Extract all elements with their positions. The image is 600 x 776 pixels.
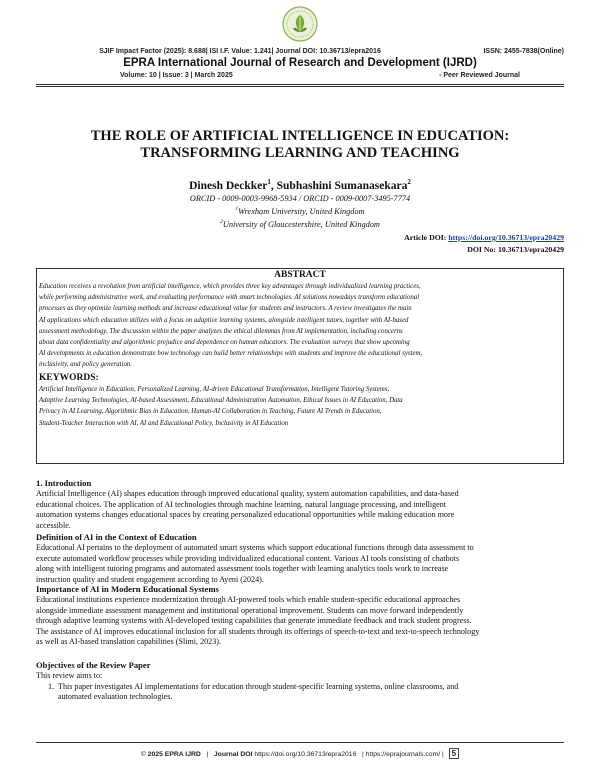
article-doi-link[interactable]: https://doi.org/10.36713/epra20429	[448, 233, 564, 242]
abstract-line: AI developments in education demonstrate how technology can build better relationships with students and improve the educational system,	[39, 350, 423, 358]
paragraph-line: along with intelligent tutoring programs and automated assessment tools together with learning analytics tools work to increase	[36, 564, 449, 574]
paragraph-line: educational choices. The application of AI technologies through machine learning, natural language processing, and intelligent	[36, 499, 447, 509]
footer	[0, 748, 600, 759]
paragraph-line: accessible.	[36, 520, 71, 530]
list-item-line: automated evaluation technologies.	[58, 692, 173, 702]
affiliation-text: Wrexham University, United Kingdom	[238, 206, 365, 216]
journal-doi-text: https://doi.org/10.36713/epra2016	[252, 751, 357, 758]
list-item-line: This paper investigates AI implementations for education through student-specific learning systems, online classrooms, and	[58, 681, 459, 691]
keywords-line: Adaptive Learning Technologies, AI-based Assessment, Educational Administration Automation, Ethical Issues in AI Education, Data	[39, 396, 403, 404]
copyright-text: 2025 EPRA IJRD	[145, 751, 201, 758]
volume-text: Volume: 10 | Issue: 3 | March 2025	[120, 72, 233, 79]
section-heading: Importance of AI in Modern Educational Systems	[36, 584, 219, 594]
abstract-line: while performing administrative work, and evaluating performance with smart technologies. AI solutions nowadays transform educational	[39, 294, 420, 302]
paragraph-line: execute automated workflow processes while providing individualized educational content. Various AI tools consisting of chatbots	[36, 553, 460, 563]
header-rule-bottom	[36, 86, 564, 87]
paper-title-line: TRANSFORMING LEARNING AND TEACHING	[140, 145, 460, 161]
journal-meta-line	[36, 48, 564, 55]
article-doi	[404, 233, 564, 242]
doi-number: DOI No: 10.36713/epra20429	[467, 245, 564, 254]
list-item	[36, 682, 564, 703]
section-paragraph	[36, 595, 564, 648]
footer-separator: |	[206, 751, 209, 758]
abstract-box	[36, 268, 564, 464]
header-rule-top	[36, 84, 564, 85]
paragraph-line: Artificial Intelligence (AI) shapes education through improved educational quality, system automation capabilities, and data-based	[36, 489, 459, 498]
abstract-line: assessment methodology. The discussion within the paper analyzes the ethical dilemmas from AI implementation, including concerns	[39, 327, 403, 335]
impact-factor-text: SJIF Impact Factor (2025): 8.688| ISI I.F. Value: 1.241| Journal DOI: 10.36713/epra2016	[99, 48, 381, 55]
author-superscript: 1	[267, 178, 271, 186]
author-name: , Subhashini Sumanasekara	[270, 179, 408, 192]
article-doi-label: Article DOI:	[404, 233, 449, 242]
paragraph-line: through adaptive learning systems with AI-developed testing capabilities that generate immediate feedback and track student progress.	[36, 616, 472, 626]
paragraph-line: as well as AI-based translation capabilities (Slimi, 2023).	[36, 637, 221, 647]
section-paragraph	[36, 543, 564, 585]
paper-title	[36, 128, 564, 162]
affiliation-text: University of Gloucestershire, United Kingdom	[222, 219, 380, 229]
affiliation-superscript: 2	[220, 219, 223, 225]
issn-text: ISSN: 2455-7838(Online)	[483, 48, 564, 55]
section-paragraph	[36, 489, 564, 531]
keywords-heading: KEYWORDS:	[39, 372, 99, 383]
authors	[0, 178, 600, 192]
footer-rule	[36, 742, 564, 743]
abstract-text	[39, 281, 561, 371]
keywords-text	[39, 384, 561, 429]
objectives-intro: This review aims to:	[36, 671, 103, 680]
affiliation-1	[0, 206, 600, 216]
paragraph-line: The assistance of AI improves educational inclusion for all students through its offerings of speech-to-text and text-to-speech technology	[36, 626, 480, 636]
abstract-line: about data confidentiality and algorithmic prejudice and dependence on human educators. The evaluation surveys that show upcoming	[39, 339, 410, 347]
copyright-icon: ©	[140, 751, 146, 758]
abstract-heading: ABSTRACT	[274, 270, 326, 280]
list-item-number: 1.	[48, 681, 55, 691]
abstract-line: Education receives a revolution from artificial intelligence, which provides three key advantages through individualized learning practices,	[39, 283, 421, 290]
journal-title: EPRA International Journal of Research and Development (IJRD)	[123, 57, 477, 69]
author-name: Dinesh Deckker	[189, 179, 268, 192]
abstract-line: inclusivity, and policy generation.	[39, 361, 133, 369]
affiliation-superscript: 1	[235, 206, 239, 212]
abstract-line: processes as they optimize learning methods and increase educational value for students and instructors. A review investigates the main	[39, 305, 412, 313]
journal-logo-icon	[282, 6, 318, 42]
footer-site[interactable]: | https://eprajournals.com/ |	[362, 751, 444, 758]
paragraph-line: alongside immediate assessment management and institutional operational improvement. Students can move forward independently	[36, 605, 464, 615]
paragraph-line: automation systems changes educational spaces by creating personalized educational opportunities while making education more	[36, 510, 455, 520]
keywords-line: Artificial Intelligence in Education, Personalized Learning, AI-driven Educational Transformation, Intelligent Tutoring Systems,	[39, 385, 390, 393]
section-importance	[36, 584, 564, 648]
section-heading: 1. Introduction	[36, 478, 92, 488]
paragraph-line: instruction quality and student engagement according to Ayeni (2024).	[36, 574, 264, 584]
section-definition	[36, 532, 564, 585]
affiliation-2	[0, 219, 600, 229]
peer-reviewed-text: - Peer Reviewed Journal	[439, 72, 520, 79]
section-introduction	[36, 478, 564, 531]
paper-title-line: THE ROLE OF ARTIFICIAL INTELLIGENCE IN EDUCATION:	[90, 128, 510, 144]
journal-doi-label: Journal DOI	[213, 751, 253, 758]
abstract-line: AI applications which education utilizes with a focus on adaptive learning systems, alongside intelligent tutors, together with AI-based	[39, 316, 409, 324]
orcid-line: ORCID - 0009-0003-9968-5934 / ORCID - 0009-0007-3495-7774	[189, 194, 411, 203]
paragraph-line: Educational institutions experience modernization through AI-powered tools which enable student-specific educational approaches	[36, 595, 461, 604]
keywords-line: Privacy in AI Learning, Algorithmic Bias in Education, Human-AI Collaboration in Teaching, Future AI Trends in Education,	[39, 408, 382, 416]
paragraph-line: Educational AI pertains to the deployment of automated smart systems which support educational functions through data assessment to	[36, 543, 474, 552]
list-item-text	[58, 682, 564, 703]
author-superscript: 2	[407, 178, 411, 186]
keywords-line: Student-Teacher Interaction with AI, AI and Educational Policy, Inclusivity in AI Education	[39, 419, 289, 427]
section-objectives	[36, 660, 564, 703]
section-heading: Definition of AI in the Context of Education	[36, 532, 197, 542]
section-heading: Objectives of the Review Paper	[36, 660, 151, 670]
page-number: 5	[449, 748, 459, 759]
